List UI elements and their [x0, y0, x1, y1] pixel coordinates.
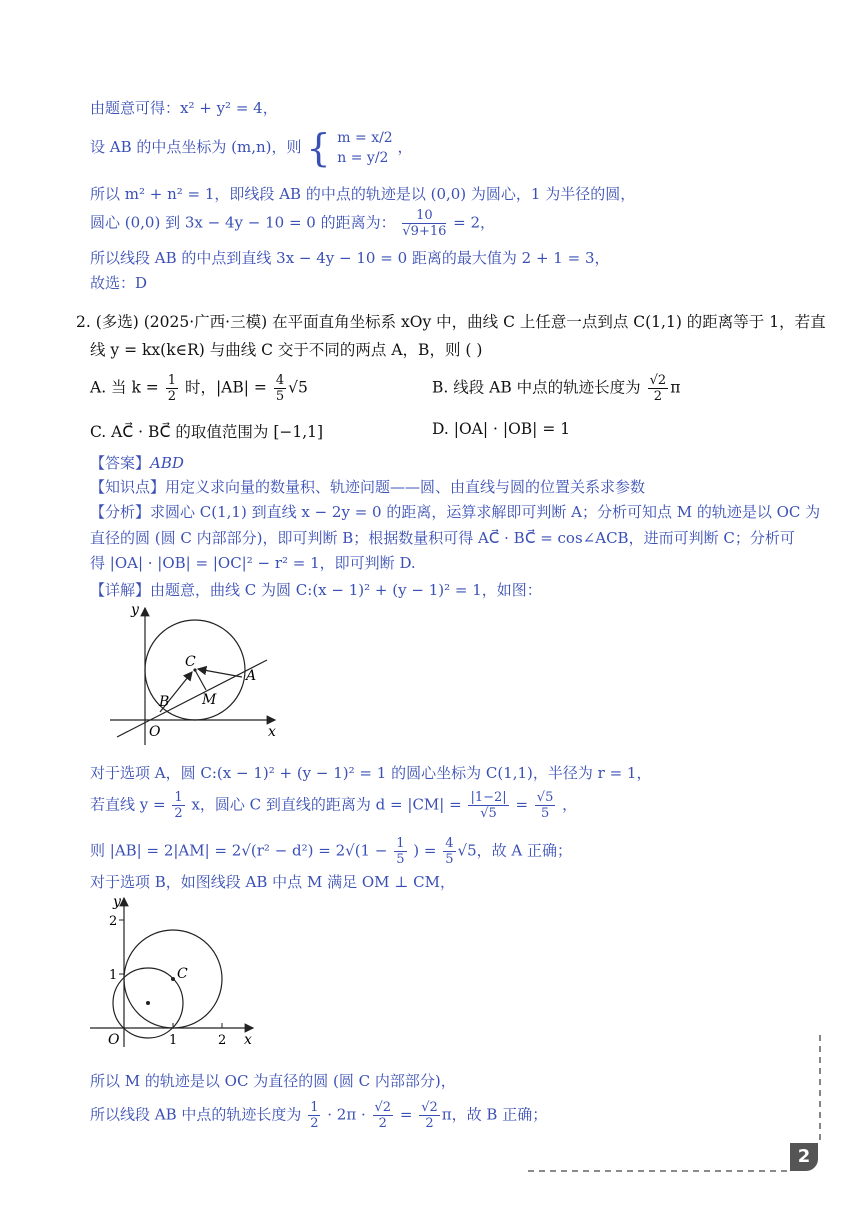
- analysis-line-2: 直径的圆 (圆 C 内部部分)，即可判断 B；根据数量积可得 AC⃗ · BC⃗ = cos∠ACB，进而可判断 C；分析可: [90, 529, 795, 547]
- figure-1-circle-line: [105, 600, 290, 750]
- solution-line-6: 故选：D: [90, 274, 148, 292]
- solution-line-2-text: 设 AB 的中点坐标为 (m,n)，则: [90, 138, 302, 156]
- option-c: C. AC⃗ · BC⃗ 的取值范围为 [−1,1]: [90, 423, 324, 441]
- fig1-label-a: A: [246, 668, 257, 684]
- system-eq-2: n = y/2: [337, 150, 389, 166]
- option-b: B. 线段 AB 中点的轨迹长度为 $\frac{√2}{2}$ π: [432, 373, 681, 404]
- segment-cm: [195, 670, 206, 690]
- fig2-label-x: x: [244, 1032, 252, 1048]
- fig1-label-y: y: [131, 602, 139, 618]
- page-corner-decoration: [520, 1030, 830, 1180]
- detail3-line-1: 所以 M 的轨迹是以 OC 为直径的圆 (圆 C 内部部分)，: [90, 1072, 456, 1090]
- vector-ac: [198, 669, 242, 677]
- solution-line-5: 所以线段 AB 的中点到直线 3x − 4y − 10 = 0 距离的最大值为 2 + 1 = 3，: [90, 249, 610, 267]
- fig1-label-x: x: [268, 724, 276, 740]
- fig2-tick-x2: 2: [218, 1033, 227, 1048]
- distance-fraction: $\frac{10}{√9+16}$: [402, 208, 447, 239]
- fig1-label-b: B: [159, 694, 170, 710]
- detail2-line-1: 对于选项 A，圆 C:(x − 1)² + (y − 1)² = 1 的圆心坐标为 C(1,1)，半径为 r = 1，: [90, 764, 652, 782]
- system-eq-1: m = x/2: [337, 130, 393, 146]
- fig1-label-o: O: [149, 724, 161, 740]
- question-2-line-1: 2. (多选) (2025·广西·三模) 在平面直角坐标系 xOy 中，曲线 C 上任意一点到点 C(1,1) 的距离等于 1，若直: [76, 313, 826, 331]
- fig2-label-o: O: [108, 1032, 120, 1048]
- option-d: D. |OA| · |OB| = 1: [432, 420, 571, 438]
- fig1-label-c: C: [185, 654, 196, 670]
- fig2-tick-x1: 1: [169, 1033, 178, 1048]
- page-number: 2: [790, 1143, 818, 1171]
- solution-line-3: 所以 m² + n² = 1，即线段 AB 的中点的轨迹是以 (0,0) 为圆心，1 为半径的圆，: [90, 185, 636, 203]
- line-y-kx: [117, 660, 267, 737]
- option-a: A. 当 k = $\frac{1}{2}$ 时，|AB| = $\frac{4}{5}$ √5: [90, 373, 308, 404]
- solution-line-4: 圆心 (0,0) 到 3x − 4y − 10 = 0 的距离为： $\frac{10}{√9+16}$ = 2，: [90, 208, 496, 239]
- analysis-line-1: 【分析】求圆心 C(1,1) 到直线 x − 2y = 0 的距离，运算求解即可判断 A；分析可知点 M 的轨迹是以 OC 为: [90, 503, 821, 521]
- fig2-tick-y2: 2: [109, 914, 118, 929]
- answer-line: 【答案】ABD: [90, 454, 184, 472]
- figure-2-locus: [88, 892, 263, 1052]
- detail2-line-2: 若直线 y = $\frac{1}{2}$ x，圆心 C 到直线的距离为 d = |CM| = $\frac{|1-2|}{√5}$ = $\frac{√5}{5}$ ，: [90, 790, 578, 821]
- fig2-tick-y1: 1: [109, 968, 118, 983]
- knowledge-line: 【知识点】用定义求向量的数量积、轨迹问题——圆、由直线与圆的位置关系求参数: [90, 478, 646, 496]
- analysis-line-3: 得 |OA| · |OB| = |OC|² − r² = 1，即可判断 D.: [90, 554, 416, 572]
- solution-line-1: 由题意可得：x² + y² = 4，: [90, 99, 278, 117]
- detail2-line-4: 对于选项 B，如图线段 AB 中点 M 满足 OM ⊥ CM，: [90, 873, 455, 891]
- fig2-label-c: C: [177, 966, 188, 982]
- solution-line-2: 设 AB 的中点坐标为 (m,n)，则 { m = x/2 n = y/2 ，: [90, 126, 413, 170]
- detail-line-1: 【详解】由题意，曲线 C 为圆 C:(x − 1)² + (y − 1)² = 1，如图：: [90, 581, 542, 599]
- fig2-label-y: y: [113, 894, 121, 910]
- question-2-line-2: 线 y = kx(k∈R) 与曲线 C 交于不同的两点 A，B，则 ( ): [90, 341, 483, 359]
- detail2-line-3: 则 |AB| = 2|AM| = 2√(r² − d²) = 2√(1 − $\frac{1}{5}$ ) = $\frac{4}{5}$ √5，故 A 正确；: [90, 836, 573, 867]
- fig1-label-m: M: [202, 692, 217, 708]
- detail3-line-2: 所以线段 AB 中点的轨迹长度为 $\frac{1}{2}$ · 2π · $\frac{√2}{2}$ = $\frac{√2}{2}$ π，故 B 正确；: [90, 1100, 548, 1131]
